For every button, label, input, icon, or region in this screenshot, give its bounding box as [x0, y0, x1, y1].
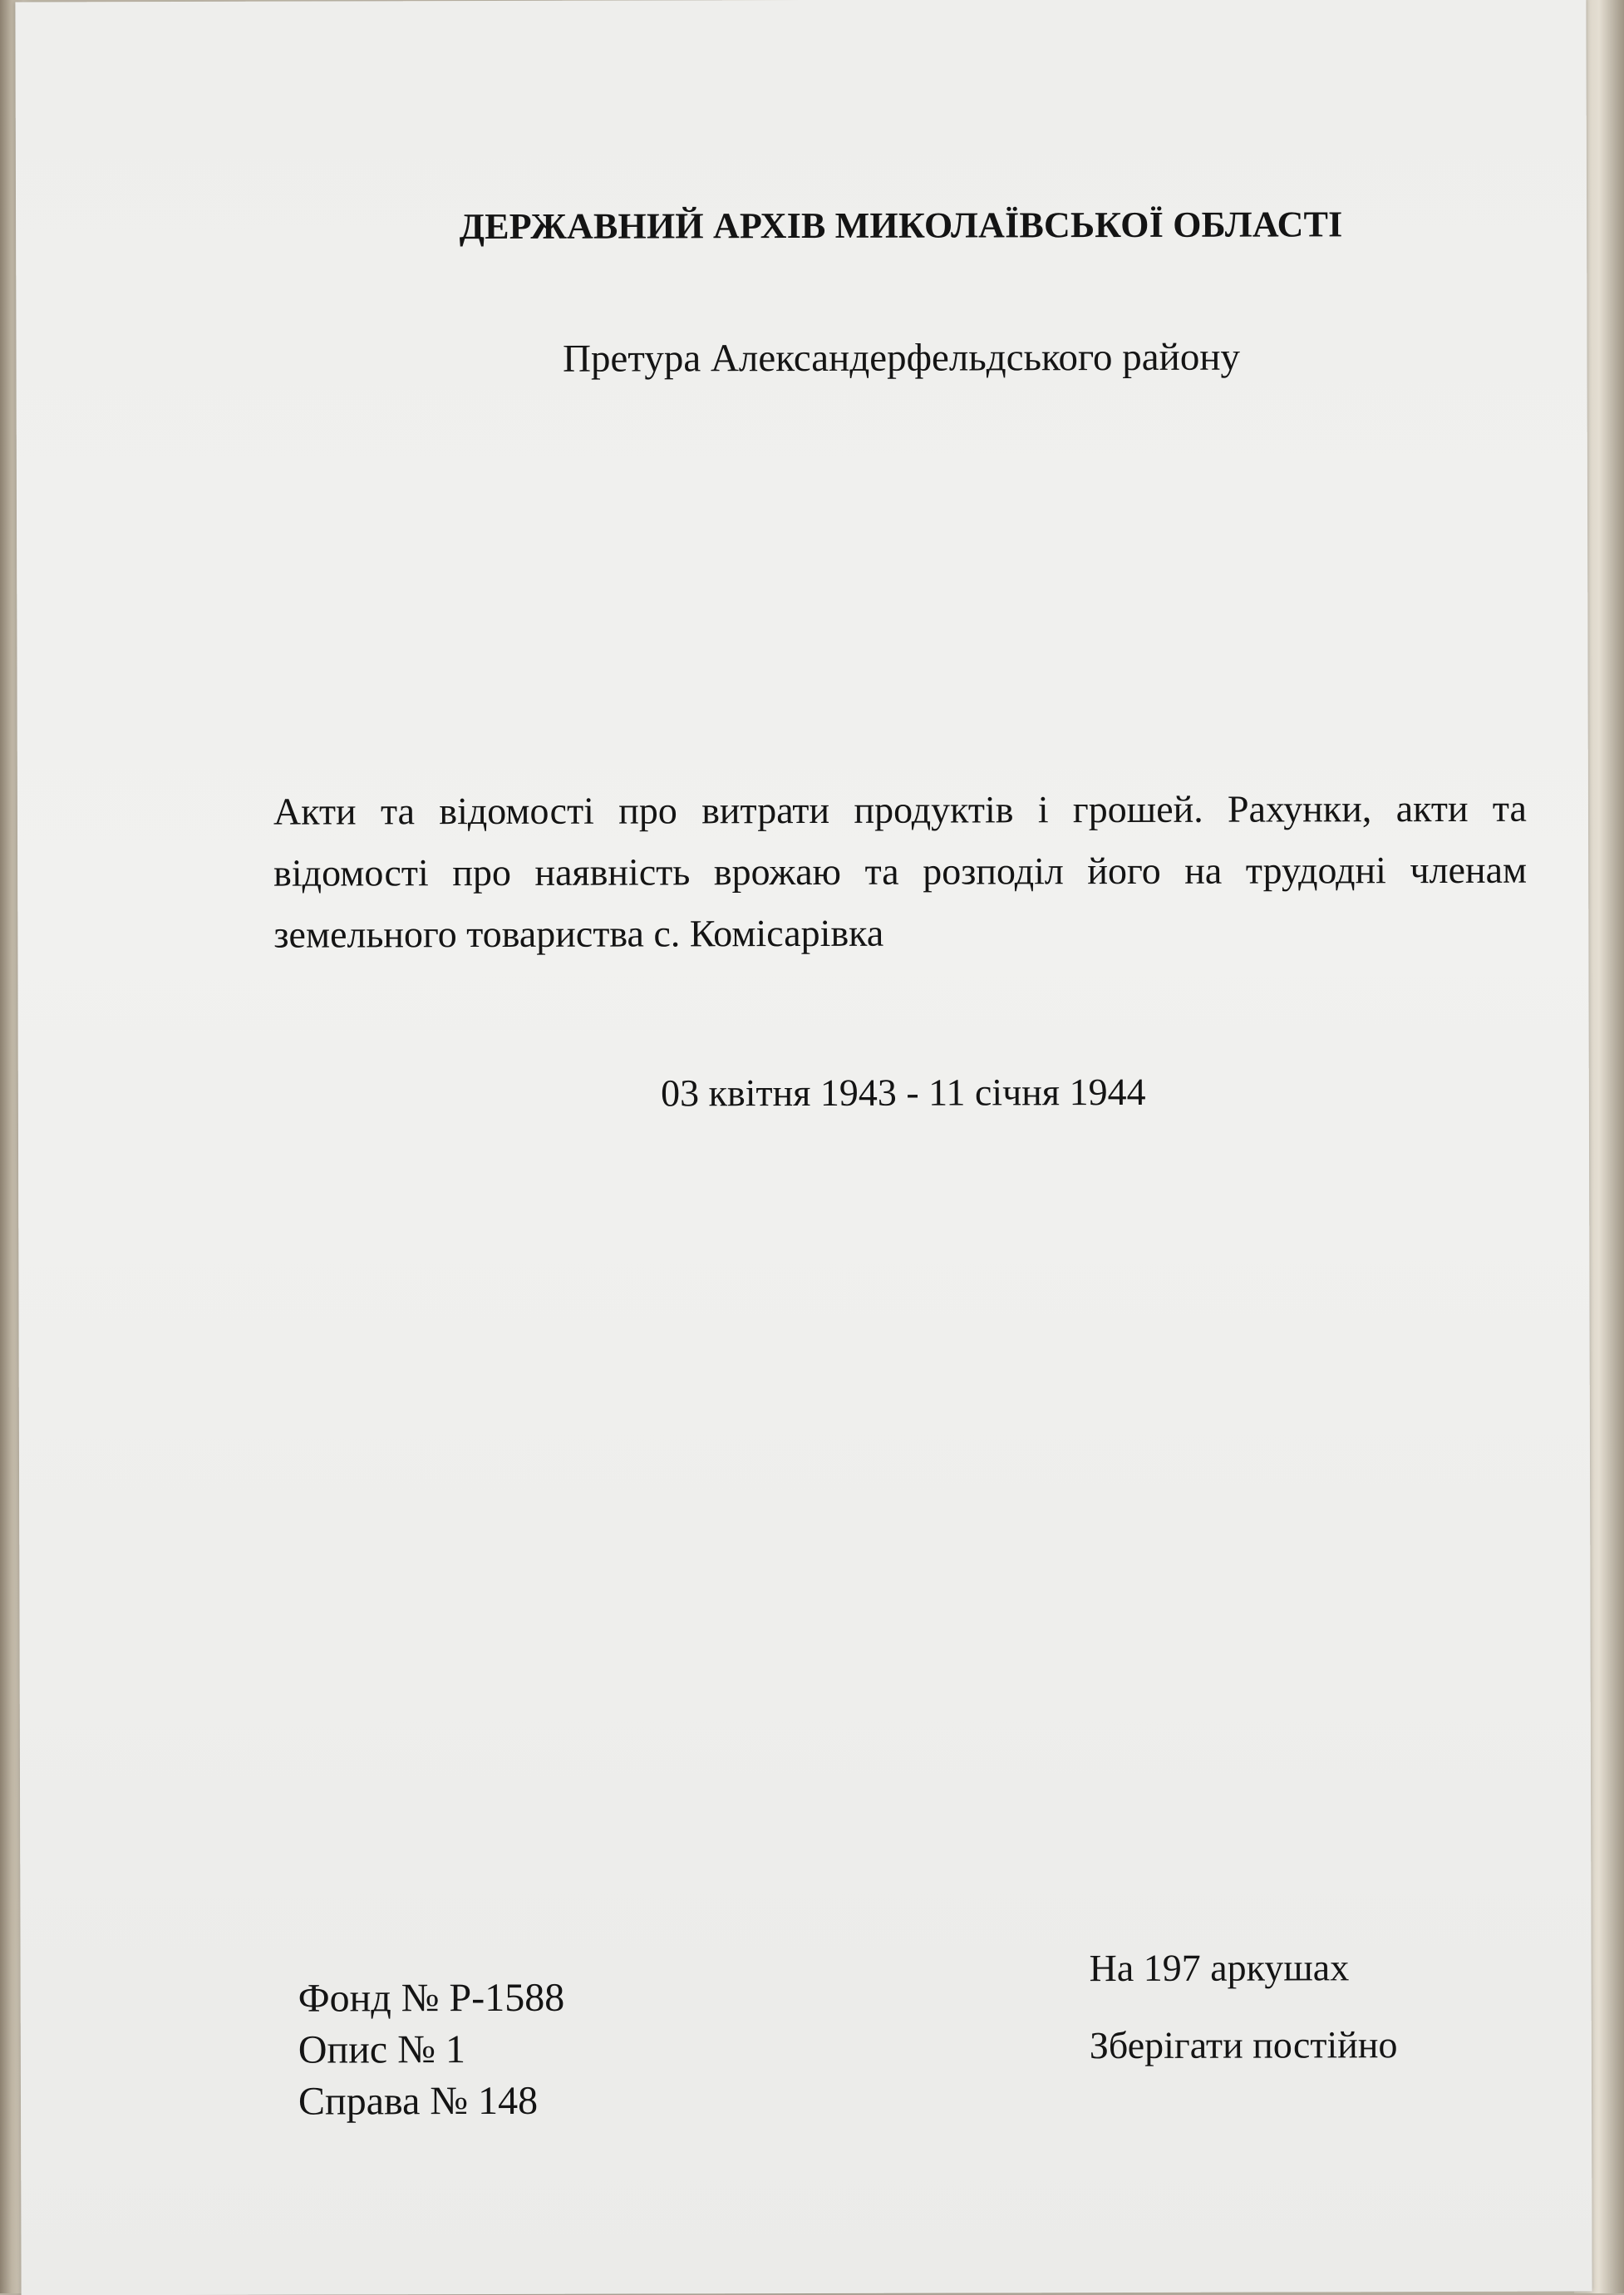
sprava-number: Справа № 148 — [298, 2078, 539, 2124]
file-description: Акти та відомості про витрати продуктів і грошей. Рахунки, акти та відомості про наявність врожаю та розподіл його на трудодні членам земельного товариства с. Комісарівка — [273, 786, 1528, 956]
sheet-count: На 197 аркушах — [1089, 1946, 1350, 1990]
fond-number: Фонд № Р-1588 — [298, 1975, 565, 2021]
organization-name: Претура Александерфельдського району — [563, 335, 1241, 381]
opys-number: Опис № 1 — [298, 2027, 466, 2072]
retention-note: Зберігати постійно — [1089, 2023, 1398, 2067]
document-page — [15, 0, 1592, 2295]
archive-reference-block — [298, 1972, 565, 2128]
storage-info-block — [1090, 1945, 1398, 2067]
date-range: 03 квітня 1943 - 11 січня 1944 — [661, 1070, 1146, 1115]
archive-title: ДЕРЖАВНИЙ АРХІВ МИКОЛАЇВСЬКОЇ ОБЛАСТІ — [459, 204, 1343, 248]
